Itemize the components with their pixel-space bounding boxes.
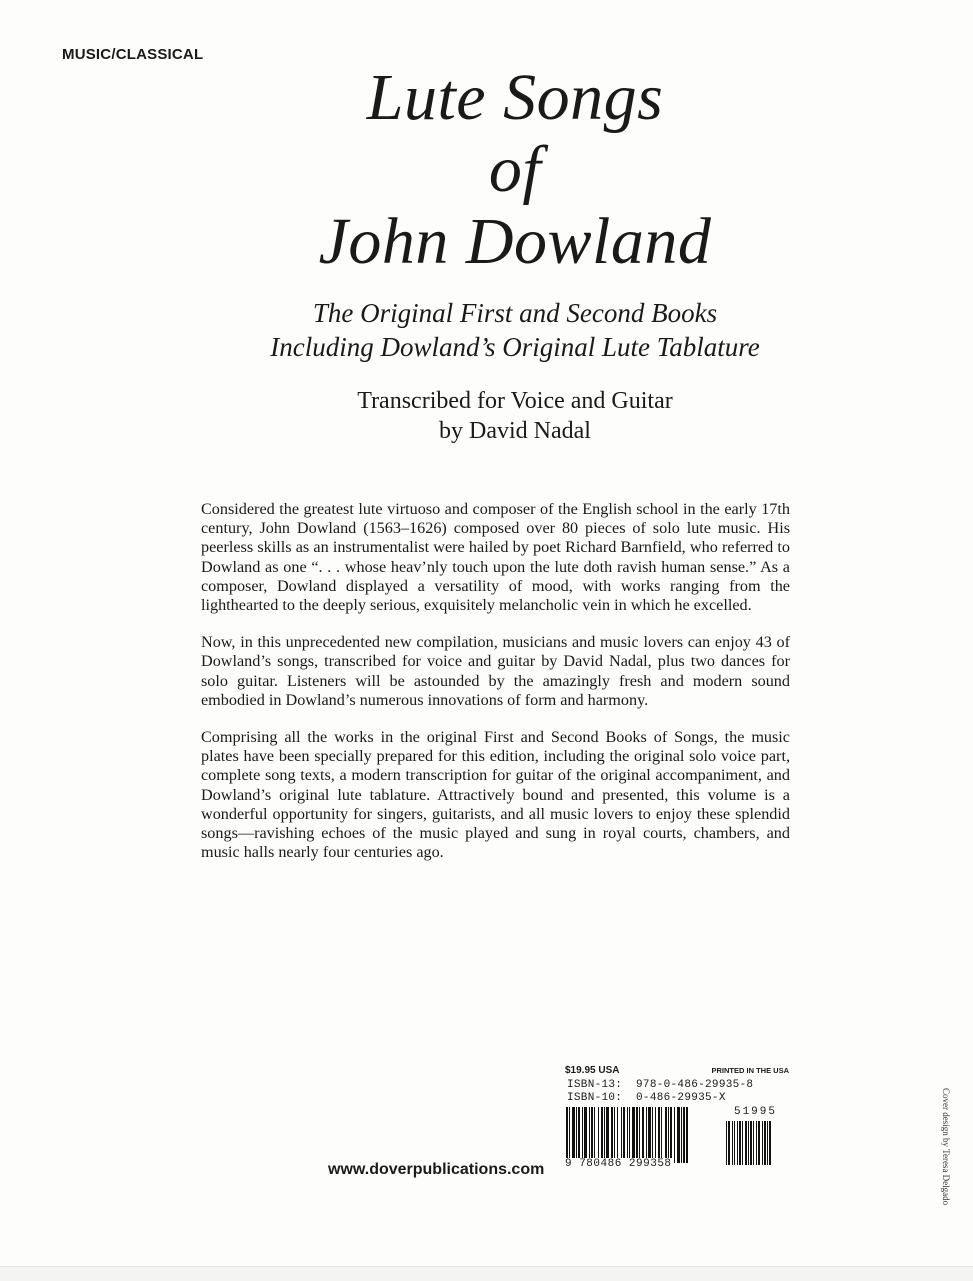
barcode-bar (594, 1107, 595, 1163)
barcode-bar (566, 1107, 568, 1163)
website-url[interactable]: www.doverpublications.com (328, 1161, 545, 1178)
barcode-bar (614, 1107, 615, 1163)
barcode-addon-bar (753, 1121, 754, 1165)
barcode-addon-bar (756, 1121, 757, 1165)
barcode-bar (639, 1107, 640, 1163)
book-title (0, 62, 973, 278)
barcode-addon-bar (750, 1121, 752, 1165)
isbn-10: ISBN-10: 0-486-29935-X (567, 1092, 726, 1104)
barcode-bar (632, 1107, 635, 1163)
barcode-addon-bar (737, 1121, 738, 1165)
barcode-bar (681, 1107, 682, 1163)
barcode-bar (589, 1107, 590, 1163)
barcode-bar (601, 1107, 603, 1163)
barcode-digits: 9 780486 299358 (565, 1158, 672, 1170)
barcode-bar (661, 1107, 662, 1163)
transcription-line-1: Transcribed for Voice and Guitar (357, 388, 673, 414)
subtitle-line-2: Including Dowland’s Original Lute Tablature (270, 332, 760, 362)
barcode-bar (576, 1107, 577, 1163)
barcode-bar (621, 1107, 622, 1163)
barcode-bar (604, 1107, 605, 1163)
barcode-addon-bar (728, 1121, 730, 1165)
barcode-bar (674, 1107, 675, 1163)
barcode-bar (582, 1107, 583, 1163)
barcode-addon-bar (742, 1121, 743, 1165)
barcode-addon-bar (762, 1121, 763, 1165)
barcode-bar (617, 1107, 618, 1163)
barcode-addon-bar (748, 1121, 749, 1165)
barcode-panel (563, 1063, 791, 1173)
barcode-bar (636, 1107, 638, 1163)
category-label: MUSIC/CLASSICAL (62, 46, 204, 63)
barcode-bar (665, 1107, 667, 1163)
barcode-bar (683, 1107, 685, 1163)
barcode-bar (623, 1107, 625, 1163)
barcode-bar (677, 1107, 680, 1163)
title-line-1: Lute Songs (366, 61, 664, 134)
barcode-bar (627, 1107, 628, 1163)
barcode-bar (686, 1107, 688, 1163)
barcode-addon-bar (758, 1121, 760, 1165)
barcode-addon-bar (767, 1121, 768, 1165)
cover-design-credit: Cover design by Teresa Delgado (941, 1088, 951, 1206)
transcription-credit (0, 386, 973, 446)
description-paragraph-3: Comprising all the works in the original First and Second Books of Songs, the music plates have been specially prepared for this edition, including the original solo voice part, complete song texts, a modern transcription for guitar of the original accompaniment, and Dowland’s original lute tablature. Attractively bound and presented, this volume is a wonderful opportunity for singers, guitarists, and all music lovers to enjoy these splendid songs—ravishing echoes of the music played and sung in royal courts, chambers, and music halls nearly four centuries ago. (201, 728, 790, 862)
barcode-bar (629, 1107, 630, 1163)
title-line-2: of (488, 133, 542, 206)
barcode-bar (670, 1107, 672, 1163)
barcode-bar (598, 1107, 599, 1163)
barcode-bar (611, 1107, 613, 1163)
barcode-addon-bar (734, 1121, 735, 1165)
price-code: 51995 (733, 1106, 777, 1118)
barcode-bar (668, 1107, 669, 1163)
barcode-bar (658, 1107, 660, 1163)
barcode-addon-bar (769, 1121, 771, 1165)
book-subtitle (0, 296, 973, 364)
barcode-bar (646, 1107, 647, 1163)
barcode-bar (578, 1107, 580, 1163)
page-bottom-edge (0, 1266, 973, 1281)
barcode-addon-bar (764, 1121, 766, 1165)
title-line-3: John Dowland (318, 205, 712, 278)
barcode-addon-bar (739, 1121, 741, 1165)
barcode-bar (642, 1107, 644, 1163)
barcode-bar (591, 1107, 593, 1163)
isbn-13: ISBN-13: 978-0-486-29935-8 (567, 1079, 754, 1091)
barcode-bar (606, 1107, 609, 1163)
barcode-bar (655, 1107, 656, 1163)
barcode-addon-bar (745, 1121, 747, 1165)
barcode-addon-bar (726, 1121, 727, 1165)
description-paragraph-2: Now, in this unprecedented new compilation, musicians and music lovers can enjoy 43 of Dowland’s songs, transcribed for voice and guitar by David Nadal, plus two dances for solo guitar. Listeners will be astounded by the amazingly fresh and modern sound embodied in Dowland’s numerous innovations of form and harmony. (201, 633, 790, 709)
printed-in-label: PRINTED IN THE USA (711, 1066, 789, 1075)
price: $19.95 USA (565, 1065, 620, 1076)
barcode-addon-bar (732, 1121, 733, 1165)
description-paragraph-1: Considered the greatest lute virtuoso and composer of the English school in the early 17th century, John Dowland (1563–1626) composed over 80 pieces of solo lute music. His peerless skills as an instrumentalist were hailed by poet Richard Barnfield, who referred to Dowland as one “. . . whose heav’nly touch upon the lute doth ravish human sense.” As a composer, Dowland displayed a versatility of mood, with works ranging from the lighthearted to the deeply serious, exquisitely melancholic vein in which he excelled. (201, 500, 790, 615)
barcode-bar (584, 1107, 587, 1163)
barcode-bar (569, 1107, 570, 1163)
barcode-bar (572, 1107, 575, 1163)
barcode-bar (652, 1107, 653, 1163)
subtitle-line-1: The Original First and Second Books (312, 298, 718, 328)
barcode-bar (648, 1107, 651, 1163)
transcription-line-2: by David Nadal (439, 418, 591, 444)
description (201, 500, 790, 880)
